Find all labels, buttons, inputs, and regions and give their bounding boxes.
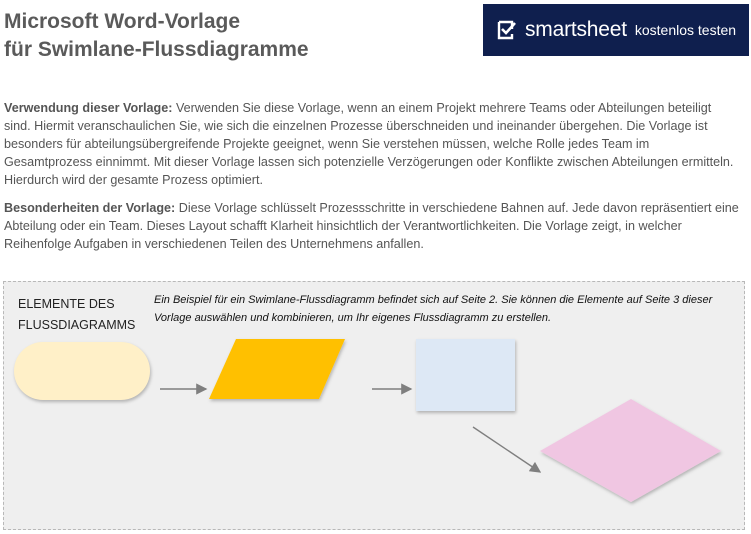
smartsheet-trial-banner[interactable] <box>483 4 749 56</box>
banner-cta: kostenlos testen <box>634 22 737 38</box>
page-title <box>4 8 309 64</box>
title-line-2: für Swimlane-Flussdiagramme <box>4 38 309 61</box>
features-label: Besonderheiten der Vorlage: <box>4 201 176 215</box>
panel-note: Ein Beispiel für ein Swimlane-Flussdiagramm befindet sich auf Seite 2. Sie können die Elemente auf Seite 3 dieser Vorlage auswählen und kombinieren, um Ihr eigenes Flussdiagramm zu erstellen. <box>154 294 713 324</box>
flowchart-shapes-layer <box>4 282 746 531</box>
connector-arrow <box>473 427 540 472</box>
features-paragraph <box>4 199 740 253</box>
flowchart-elements-panel <box>3 281 745 530</box>
panel-heading: ELEMENTE DES FLUSSDIAGRAMMS <box>18 297 136 332</box>
decision-shape[interactable] <box>540 399 721 502</box>
banner-brand: smartsheet <box>525 18 627 41</box>
features-text: Diese Vorlage schlüsselt Prozessschritte in verschiedene Bahnen auf. Jede davon repräsentiert eine Abteilung oder ein Team. Dieses Layout schafft Klarheit hinsichtlich der Verantwortlichkeiten. Die Vorlage zeigt, in welcher Reihenfolge Aufgaben in verschiedenen Teilen des Unternehmens anfallen. <box>4 201 739 251</box>
smartsheet-check-logo-icon <box>497 20 517 40</box>
usage-paragraph <box>4 99 740 189</box>
usage-text: Verwenden Sie diese Vorlage, wenn an einem Projekt mehrere Teams oder Abteilungen beteiligt sind. Hiermit veranschaulichen Sie, wie sich die einzelnen Prozesse überschneiden und ineinander übergehen. Die Vorlage ist besonders für abteilungsübergreifende Projekte geeignet, wenn Sie verstehen müssen, welche Rolle jedes Team im Gesamtprozess einnimmt. Mit dieser Vorlage lassen sich potenzielle Verzögerungen oder Konflikte zwischen Abteilungen ermitteln. Hierdurch wird der gesamte Prozess optimiert. <box>4 101 734 187</box>
data-shape[interactable] <box>209 339 345 399</box>
title-line-1: Microsoft Word-Vorlage <box>4 10 241 33</box>
usage-label: Verwendung dieser Vorlage: <box>4 101 173 115</box>
